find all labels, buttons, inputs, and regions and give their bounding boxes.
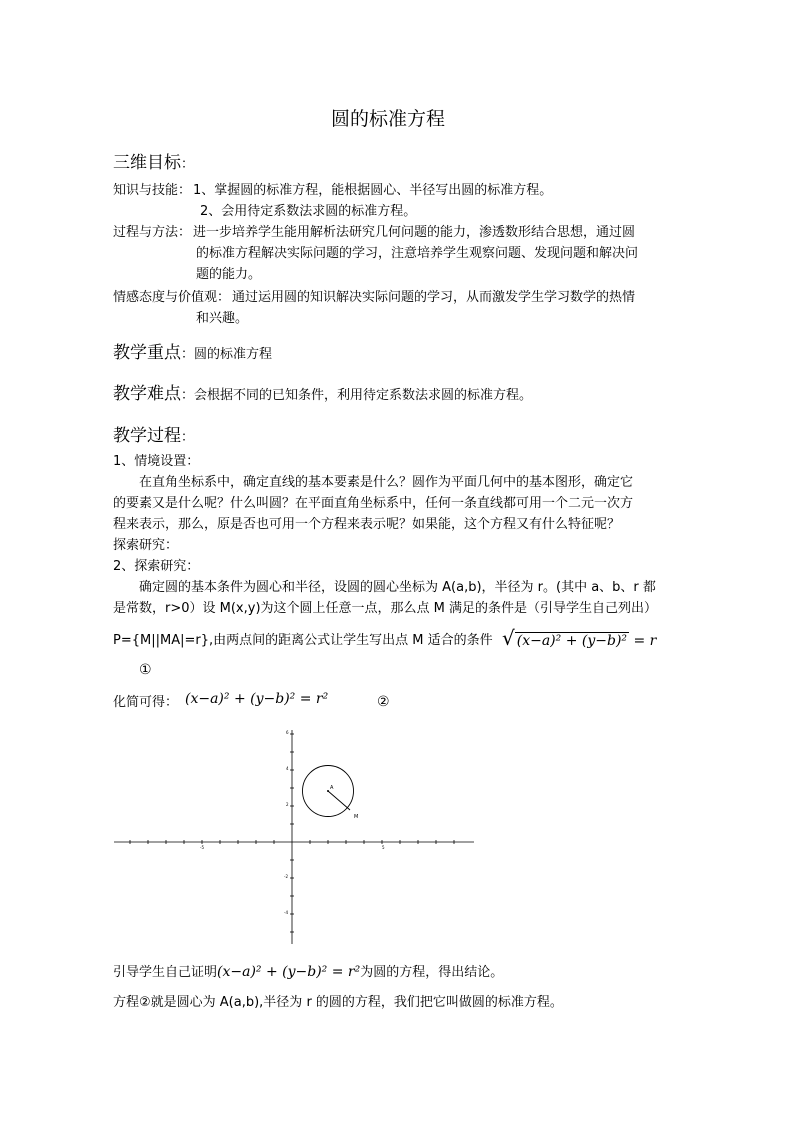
attitude-label: 情感态度与价值观： [113, 290, 231, 305]
y-tick-label-neg4: -4 [284, 910, 288, 915]
y-tick-label-2: 2 [286, 802, 289, 807]
knowledge-item-1: 1、掌握圆的标准方程，能根据圆心、半径写出圆的标准方程。 [193, 183, 553, 198]
radical-body: (x−a)² + (y−b)² [516, 633, 628, 649]
page-title: 圆的标准方程 [331, 108, 446, 130]
difficulty-text: 会根据不同的已知条件，利用待定系数法求圆的标准方程。 [194, 388, 533, 403]
process-method-line-3: 题的能力。 [196, 267, 262, 282]
section-1-line-4: 探索研究： [113, 538, 179, 553]
difficulty-colon: ： [181, 388, 195, 403]
standard-equation: (x−a)² + (y−b)² = r² [185, 691, 329, 707]
objectives-heading-row [113, 148, 194, 175]
key-point-colon: ： [181, 347, 195, 362]
objectives-colon: ： [181, 157, 195, 172]
y-tick-label-4: 4 [286, 766, 289, 771]
final-line: 方程②就是圆心为 A(a,b),半径为 r 的圆的方程，我们把它叫做圆的标准方程。 [113, 995, 563, 1010]
equation-1-marker: ① [139, 662, 152, 678]
axes [114, 730, 474, 944]
attitude-line-1: 通过运用圆的知识解决实际问题的学习，从而激发学生学习数学的热情 [232, 290, 636, 305]
y-tick-label-neg2: -2 [284, 874, 288, 879]
prove-text-a: 引导学生自己证明 [113, 965, 218, 980]
x-tick-label-5: 5 [382, 845, 385, 850]
section-2-line-3: P={M||MA|=r},由两点间的距离公式让学生写出点 M 适合的条件 [113, 633, 493, 648]
coordinate-figure [110, 722, 490, 947]
section-1-line-3: 程来表示，那么，原是否也可用一个方程来表示呢？如果能，这个方程又有什么特征呢？ [113, 517, 621, 532]
radical-rhs: = r [633, 633, 657, 649]
difficulty-row [113, 379, 532, 406]
section-2-line-2: 是常数，r>0）设 M(x,y)为这个圆上任意一点，那么点 M 满足的条件是（引导学生自己列出） [113, 601, 658, 616]
radius-segment [328, 791, 350, 810]
center-label: A [330, 785, 334, 791]
section-1-line-2: 的要素又是什么呢？什么叫圆？在平面直角坐标系中，任何一条直线都可用一个二元一次方 [113, 496, 634, 511]
equation-2-marker: ② [377, 694, 390, 710]
point-m-label: M [354, 814, 359, 820]
objectives-heading: 三维目标 [113, 153, 181, 173]
section-2-line-1: 确定圆的基本条件为圆心和半径，设圆的圆心坐标为 A(a,b)，半径为 r。(其中 a、b、r 都 [139, 580, 656, 595]
key-point-heading: 教学重点 [113, 343, 181, 363]
y-tick-label-6: 6 [286, 730, 289, 735]
knowledge-label: 知识与技能： [113, 183, 192, 198]
x-tick-label-neg5: -5 [200, 845, 204, 850]
prove-line [113, 962, 503, 983]
difficulty-heading: 教学难点 [113, 384, 181, 404]
knowledge-item-2: 2、会用待定系数法求圆的标准方程。 [200, 204, 417, 219]
process-method-label: 过程与方法： [113, 225, 192, 240]
key-point-row [113, 338, 272, 365]
section-1-title: 1、情境设置： [113, 454, 200, 469]
process-heading-row [113, 421, 194, 448]
simplify-label: 化简可得： [113, 695, 179, 710]
attitude-line-2: 和兴趣。 [196, 311, 249, 326]
prove-equation: (x−a)² + (y−b)² = r² [217, 964, 361, 980]
section-1-line-1: 在直角坐标系中，确定直线的基本要素是什么？圆作为平面几何中的基本图形，确定它 [139, 475, 634, 490]
process-method-line-1: 进一步培养学生能用解析法研究几何问题的能力，渗透数形结合思想，通过圆 [193, 225, 636, 240]
process-method-line-2: 的标准方程解决实际问题的学习，注意培养学生观察问题、发现问题和解决问 [196, 246, 639, 261]
prove-text-b: 为圆的方程，得出结论。 [360, 965, 504, 980]
section-2-title: 2、探索研究： [113, 559, 200, 574]
process-heading: 教学过程 [113, 426, 181, 446]
key-point-text: 圆的标准方程 [194, 347, 273, 362]
process-colon: ： [181, 430, 195, 445]
distance-equation: √ (x−a)² + (y−b)² = r [502, 626, 657, 650]
